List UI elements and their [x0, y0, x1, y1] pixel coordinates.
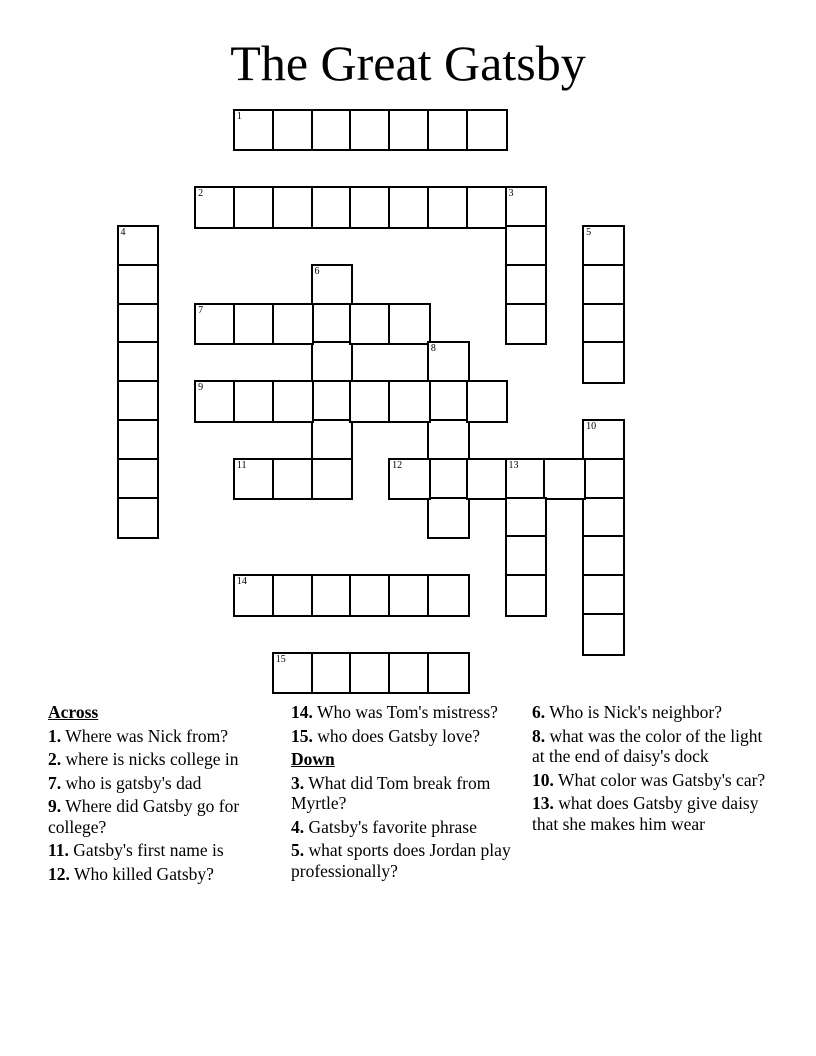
clue-text: who is gatsby's dad	[65, 772, 202, 793]
grid-cell[interactable]	[505, 574, 548, 617]
grid-cell[interactable]	[427, 380, 470, 423]
clue-down-5	[291, 840, 529, 881]
cell-number: 10	[586, 420, 597, 432]
grid-cell[interactable]	[427, 652, 470, 695]
cell-number: 2	[198, 188, 204, 200]
cell-number: 6	[314, 265, 320, 277]
grid-cell[interactable]	[582, 497, 625, 540]
clue-down-13	[532, 793, 772, 834]
clue-number: 8.	[532, 725, 546, 746]
grid-cell[interactable]	[349, 574, 392, 617]
grid-cell[interactable]	[466, 380, 509, 423]
grid-cell[interactable]	[311, 303, 354, 346]
grid-cell[interactable]	[349, 109, 392, 152]
grid-cell[interactable]	[582, 303, 625, 346]
grid-cell[interactable]	[117, 303, 160, 346]
clue-number: 6.	[532, 702, 546, 722]
grid-cell[interactable]	[582, 535, 625, 578]
clue-across-14	[291, 702, 529, 723]
grid-cell[interactable]	[349, 652, 392, 695]
cell-number: 14	[236, 576, 247, 588]
clue-number: 14.	[291, 702, 313, 722]
clue-number: 15.	[291, 725, 313, 746]
cell-number: 9	[198, 382, 204, 394]
grid-cell[interactable]	[349, 303, 392, 346]
cell-number: 11	[236, 459, 247, 471]
clues-column-2	[291, 702, 529, 884]
cell-number: 12	[392, 459, 403, 471]
grid-cell[interactable]	[466, 458, 509, 501]
clue-number: 5.	[291, 840, 305, 860]
grid-cell[interactable]	[388, 303, 431, 346]
clue-number: 10.	[532, 769, 554, 790]
clue-across-2	[48, 749, 288, 770]
cell-number: 4	[120, 226, 126, 238]
grid-cell[interactable]	[582, 264, 625, 307]
clue-number: 3.	[291, 772, 305, 793]
grid-cell[interactable]	[194, 380, 237, 423]
across-heading: Across	[48, 702, 99, 722]
grid-cell[interactable]	[311, 652, 354, 695]
grid-cell[interactable]	[427, 341, 470, 384]
clue-across-11	[48, 840, 288, 861]
grid-cell[interactable]	[388, 652, 431, 695]
grid-cell[interactable]	[427, 497, 470, 540]
cell-number: 7	[198, 304, 204, 316]
clue-text: Gatsby's favorite phrase	[308, 816, 477, 837]
grid-cell[interactable]	[311, 186, 354, 229]
cell-number: 13	[508, 459, 519, 471]
clue-down-8	[532, 726, 772, 767]
grid-cell[interactable]	[427, 574, 470, 617]
grid-cell[interactable]	[233, 303, 276, 346]
grid-cell[interactable]	[349, 380, 392, 423]
grid-cell[interactable]	[194, 303, 237, 346]
grid-cell[interactable]	[272, 458, 315, 501]
grid-cell[interactable]	[311, 574, 354, 617]
grid-cell[interactable]	[543, 458, 586, 501]
grid-cell[interactable]	[505, 535, 548, 578]
clue-across-7	[48, 773, 288, 794]
grid-cell[interactable]	[233, 574, 276, 617]
grid-cell[interactable]	[272, 574, 315, 617]
grid-cell[interactable]	[388, 186, 431, 229]
clue-text: What did Tom break from Myrtle?	[291, 772, 491, 813]
grid-cell[interactable]	[505, 186, 548, 229]
cell-number: 8	[430, 343, 436, 355]
grid-cell[interactable]	[311, 109, 354, 152]
grid-cell[interactable]	[466, 109, 509, 152]
clues-column-3	[532, 702, 772, 837]
grid-cell[interactable]	[272, 303, 315, 346]
puzzle-title: The Great Gatsby	[230, 35, 586, 91]
clue-down-4	[291, 817, 529, 838]
clue-text: who does Gatsby love?	[317, 725, 481, 746]
clue-text: Where was Nick from?	[65, 725, 228, 746]
grid-cell[interactable]	[117, 458, 160, 501]
clue-down-3	[291, 773, 529, 814]
clue-across-15	[291, 726, 529, 747]
grid-cell[interactable]	[427, 109, 470, 152]
grid-cell[interactable]	[233, 186, 276, 229]
grid-cell[interactable]	[388, 109, 431, 152]
grid-cell[interactable]	[311, 380, 354, 423]
grid-cell[interactable]	[233, 109, 276, 152]
grid-cell[interactable]	[117, 380, 160, 423]
clue-text: what was the color of the light at the end of daisy's dock	[532, 725, 763, 766]
down-heading: Down	[291, 749, 335, 769]
clue-down-10	[532, 770, 772, 791]
grid-cell[interactable]	[582, 574, 625, 617]
clue-number: 2.	[48, 749, 62, 769]
clue-number: 7.	[48, 772, 62, 793]
clue-down-6	[532, 702, 772, 723]
clue-across-12	[48, 864, 288, 885]
clue-text: Who is Nick's neighbor?	[549, 702, 722, 722]
grid-cell[interactable]	[117, 497, 160, 540]
grid-cell[interactable]	[117, 419, 160, 462]
cell-number: 15	[275, 653, 286, 665]
grid-cell[interactable]	[505, 497, 548, 540]
grid-cell[interactable]	[582, 613, 625, 656]
clue-text: what does Gatsby give daisy that she makes him wear	[532, 793, 759, 834]
grid-cell[interactable]	[311, 264, 354, 307]
clue-text: Who killed Gatsby?	[73, 863, 214, 884]
grid-cell[interactable]	[582, 341, 625, 384]
clue-number: 13.	[532, 793, 554, 813]
grid-cell[interactable]	[117, 341, 160, 384]
clue-number: 12.	[48, 863, 70, 884]
clue-across-1	[48, 726, 288, 747]
clue-text: Gatsby's first name is	[73, 840, 224, 860]
grid-cell[interactable]	[117, 264, 160, 307]
grid-cell[interactable]	[427, 458, 470, 501]
grid-cell[interactable]	[582, 458, 625, 501]
clue-text: Who was Tom's mistress?	[316, 702, 498, 722]
grid-cell[interactable]	[272, 109, 315, 152]
cell-number: 3	[508, 188, 514, 200]
grid-cell[interactable]	[505, 225, 548, 268]
grid-cell[interactable]	[311, 458, 354, 501]
grid-cell[interactable]	[582, 419, 625, 462]
grid-cell[interactable]	[311, 419, 354, 462]
cell-number: 5	[586, 226, 592, 238]
grid-cell[interactable]	[505, 303, 548, 346]
grid-cell[interactable]	[582, 225, 625, 268]
grid-cell[interactable]	[272, 186, 315, 229]
grid-cell[interactable]	[311, 341, 354, 384]
grid-cell[interactable]	[427, 419, 470, 462]
clue-number: 1.	[48, 725, 62, 746]
grid-cell[interactable]	[505, 264, 548, 307]
clue-text: Where did Gatsby go for college?	[48, 796, 240, 837]
clue-text: where is nicks college in	[65, 749, 239, 769]
grid-cell[interactable]	[349, 186, 392, 229]
grid-cell[interactable]	[117, 225, 160, 268]
grid-cell[interactable]	[388, 458, 431, 501]
clue-across-9	[48, 796, 288, 837]
cell-number: 1	[236, 110, 242, 122]
clue-number: 4.	[291, 816, 305, 837]
grid-cell[interactable]	[388, 574, 431, 617]
clue-text: what sports does Jordan play professionally?	[291, 840, 511, 881]
grid-cell[interactable]	[505, 458, 548, 501]
grid-cell[interactable]	[233, 380, 276, 423]
grid-cell[interactable]	[272, 380, 315, 423]
grid-cell[interactable]	[233, 458, 276, 501]
grid-cell[interactable]	[194, 186, 237, 229]
grid-cell[interactable]	[388, 380, 431, 423]
clue-number: 11.	[48, 840, 69, 860]
grid-cell[interactable]	[466, 186, 509, 229]
grid-cell[interactable]	[272, 652, 315, 695]
clues-column-1	[48, 702, 288, 887]
grid-cell[interactable]	[427, 186, 470, 229]
clue-text: What color was Gatsby's car?	[557, 769, 766, 790]
clue-number: 9.	[48, 796, 62, 816]
